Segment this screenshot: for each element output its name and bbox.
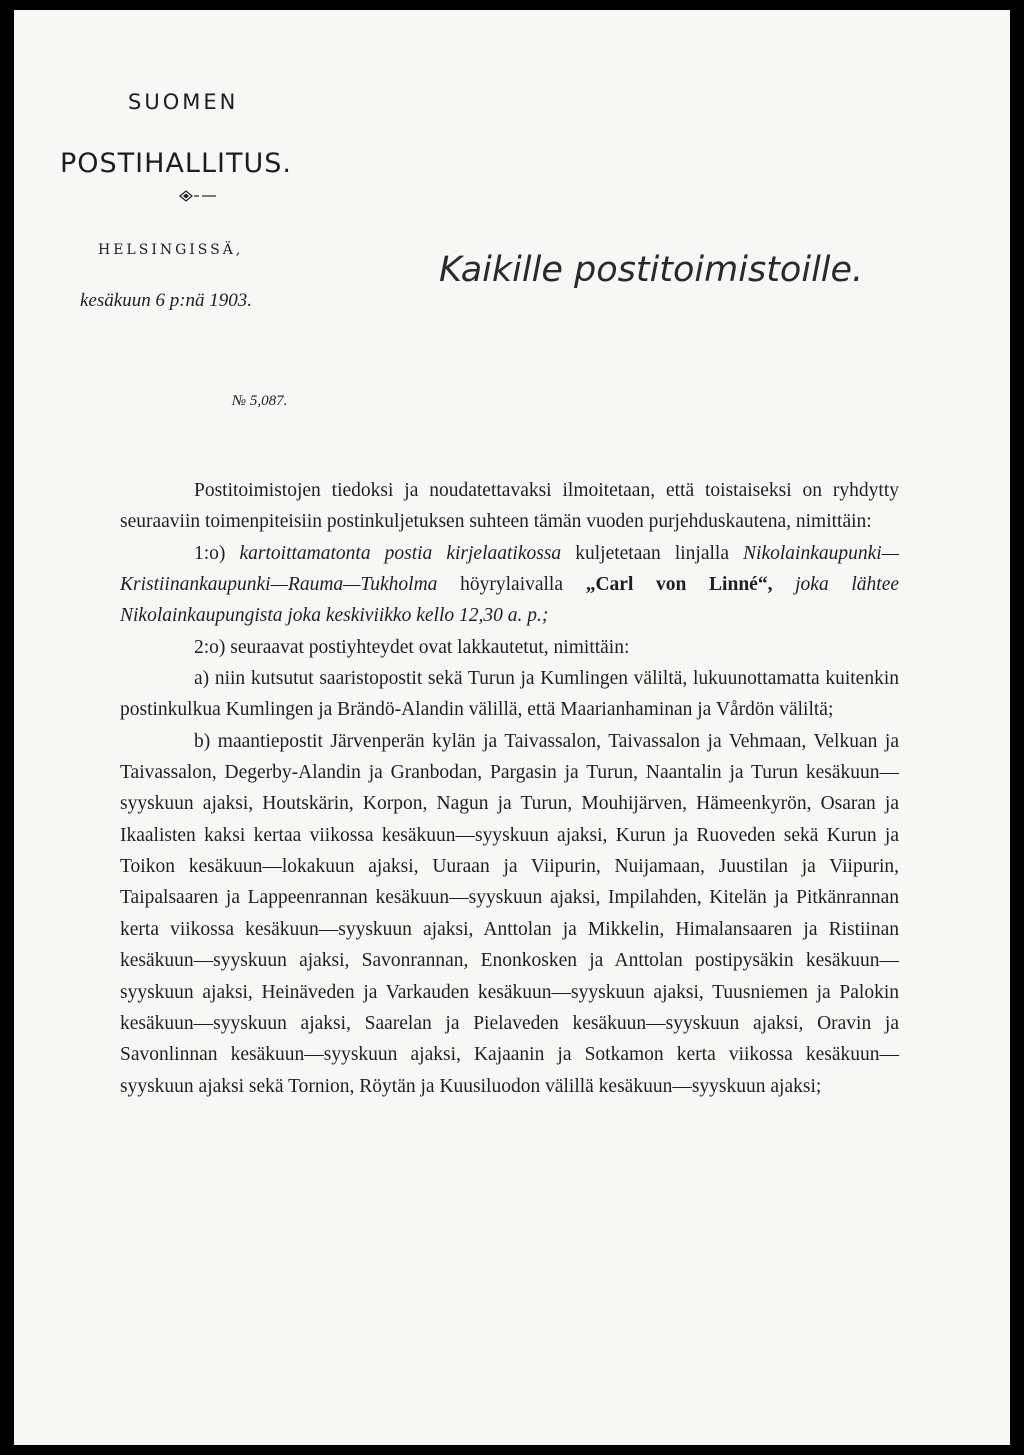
item-1-text-2: höyrylaivalla: [460, 574, 564, 596]
header-city: HELSINGISSÄ,: [98, 242, 244, 258]
item-2b-paragraph: b) maantiepostit Järvenperän kylän ja Taivassalon, Taivassalon ja Vehmaan, Velkuan ja Taivassalon, Degerby-Alandin ja Granbodan, Pargasin ja Turun, Naantalin ja Turun kesäkuun—syyskuun ajaksi, Houtskärin, Korpon, Nagun ja Turun, Mouhijärven, Hämeenkyrön, Osaran ja Ikaalisten kaksi kertaa viikossa kesäkuun—syyskuun ajaksi, Kurun ja Ruoveden sekä Kurun ja Toikon kesäkuun—lokakuun ajaksi, Uuraan ja Viipurin, Nuijamaan, Juustilan ja Viipurin, Taipalsaaren ja Lappeenrannan kesäkuun—syyskuun ajaksi, Impilahden, Kitelän ja Pitkänrannan kerta viikossa kesäkuun—syyskuun ajaksi, Anttolan ja Mikkelin, Himalansaaren ja Ristiinan kesäkuun—syyskuun ajaksi, Savonrannan, Enonkosken ja Anttolan postipysäkin kesäkuun—syyskuun ajaksi, Heinäveden ja Varkauden kesäkuun—syyskuun ajaksi, Tuusniemen ja Palokin kesäkuun—syyskuun ajaksi, Saarelan ja Pielaveden kesäkuun—syyskuun ajaksi, Oravin ja Savonlinnan kesäkuun—syyskuun ajaksi, Kajaanin ja Sotkamon kerta viikossa kesäkuun—syyskuun ajaksi sekä Tornion, Röytän ja Kuusiluodon välillä kesäkuun—syyskuun ajaksi;: [120, 730, 899, 1097]
document-body: [120, 475, 899, 1102]
intro-paragraph: Postitoimistojen tiedoksi ja noudatettavaksi ilmoitetaan, että toistaiseksi on ryhdytty seuraaviin toimenpiteisiin postinkuljetuksen suhteen tämän vuoden purjehduskautena, nimittäin:: [120, 480, 899, 533]
item-1-schedule: joka lähtee Nikolainkaupungista joka keskiviikko kello 12,30 a. p.;: [120, 574, 900, 627]
item-1-number: 1:o): [194, 542, 226, 564]
item-1-paragraph: [120, 538, 899, 632]
ornament-icon: [178, 190, 218, 202]
document-page: [14, 10, 1010, 1445]
item-1-emphasis: kartoittamatonta postia kirjelaatikossa: [239, 542, 562, 564]
item-1-text: kuljetetaan linjalla: [575, 542, 729, 564]
item-2a-paragraph: a) niin kutsutut saaristopostit sekä Turun ja Kumlingen väliltä, lukuunottamatta kuitenkin postinkulkua Kumlingen ja Brändö-Alandin välillä, että Maarianhaminan ja Vårdön väliltä;: [120, 668, 899, 721]
item-2-paragraph: 2:o) seuraavat postiyhteydet ovat lakkautetut, nimittäin:: [194, 636, 630, 658]
header-addressee: Kaikille postitoimistoille.: [439, 250, 864, 290]
item-1-route: Nikolainkaupunki—Kristiinankaupunki—Rauma—Tukholma: [120, 542, 900, 596]
document-number: № 5,087.: [232, 393, 288, 409]
header-authority: POSTIHALLITUS.: [60, 148, 292, 179]
item-1-ship: „Carl von Linné“,: [585, 574, 773, 596]
header-date: kesäkuun 6 p:nä 1903.: [80, 290, 253, 311]
header-country: SUOMEN: [128, 90, 239, 114]
